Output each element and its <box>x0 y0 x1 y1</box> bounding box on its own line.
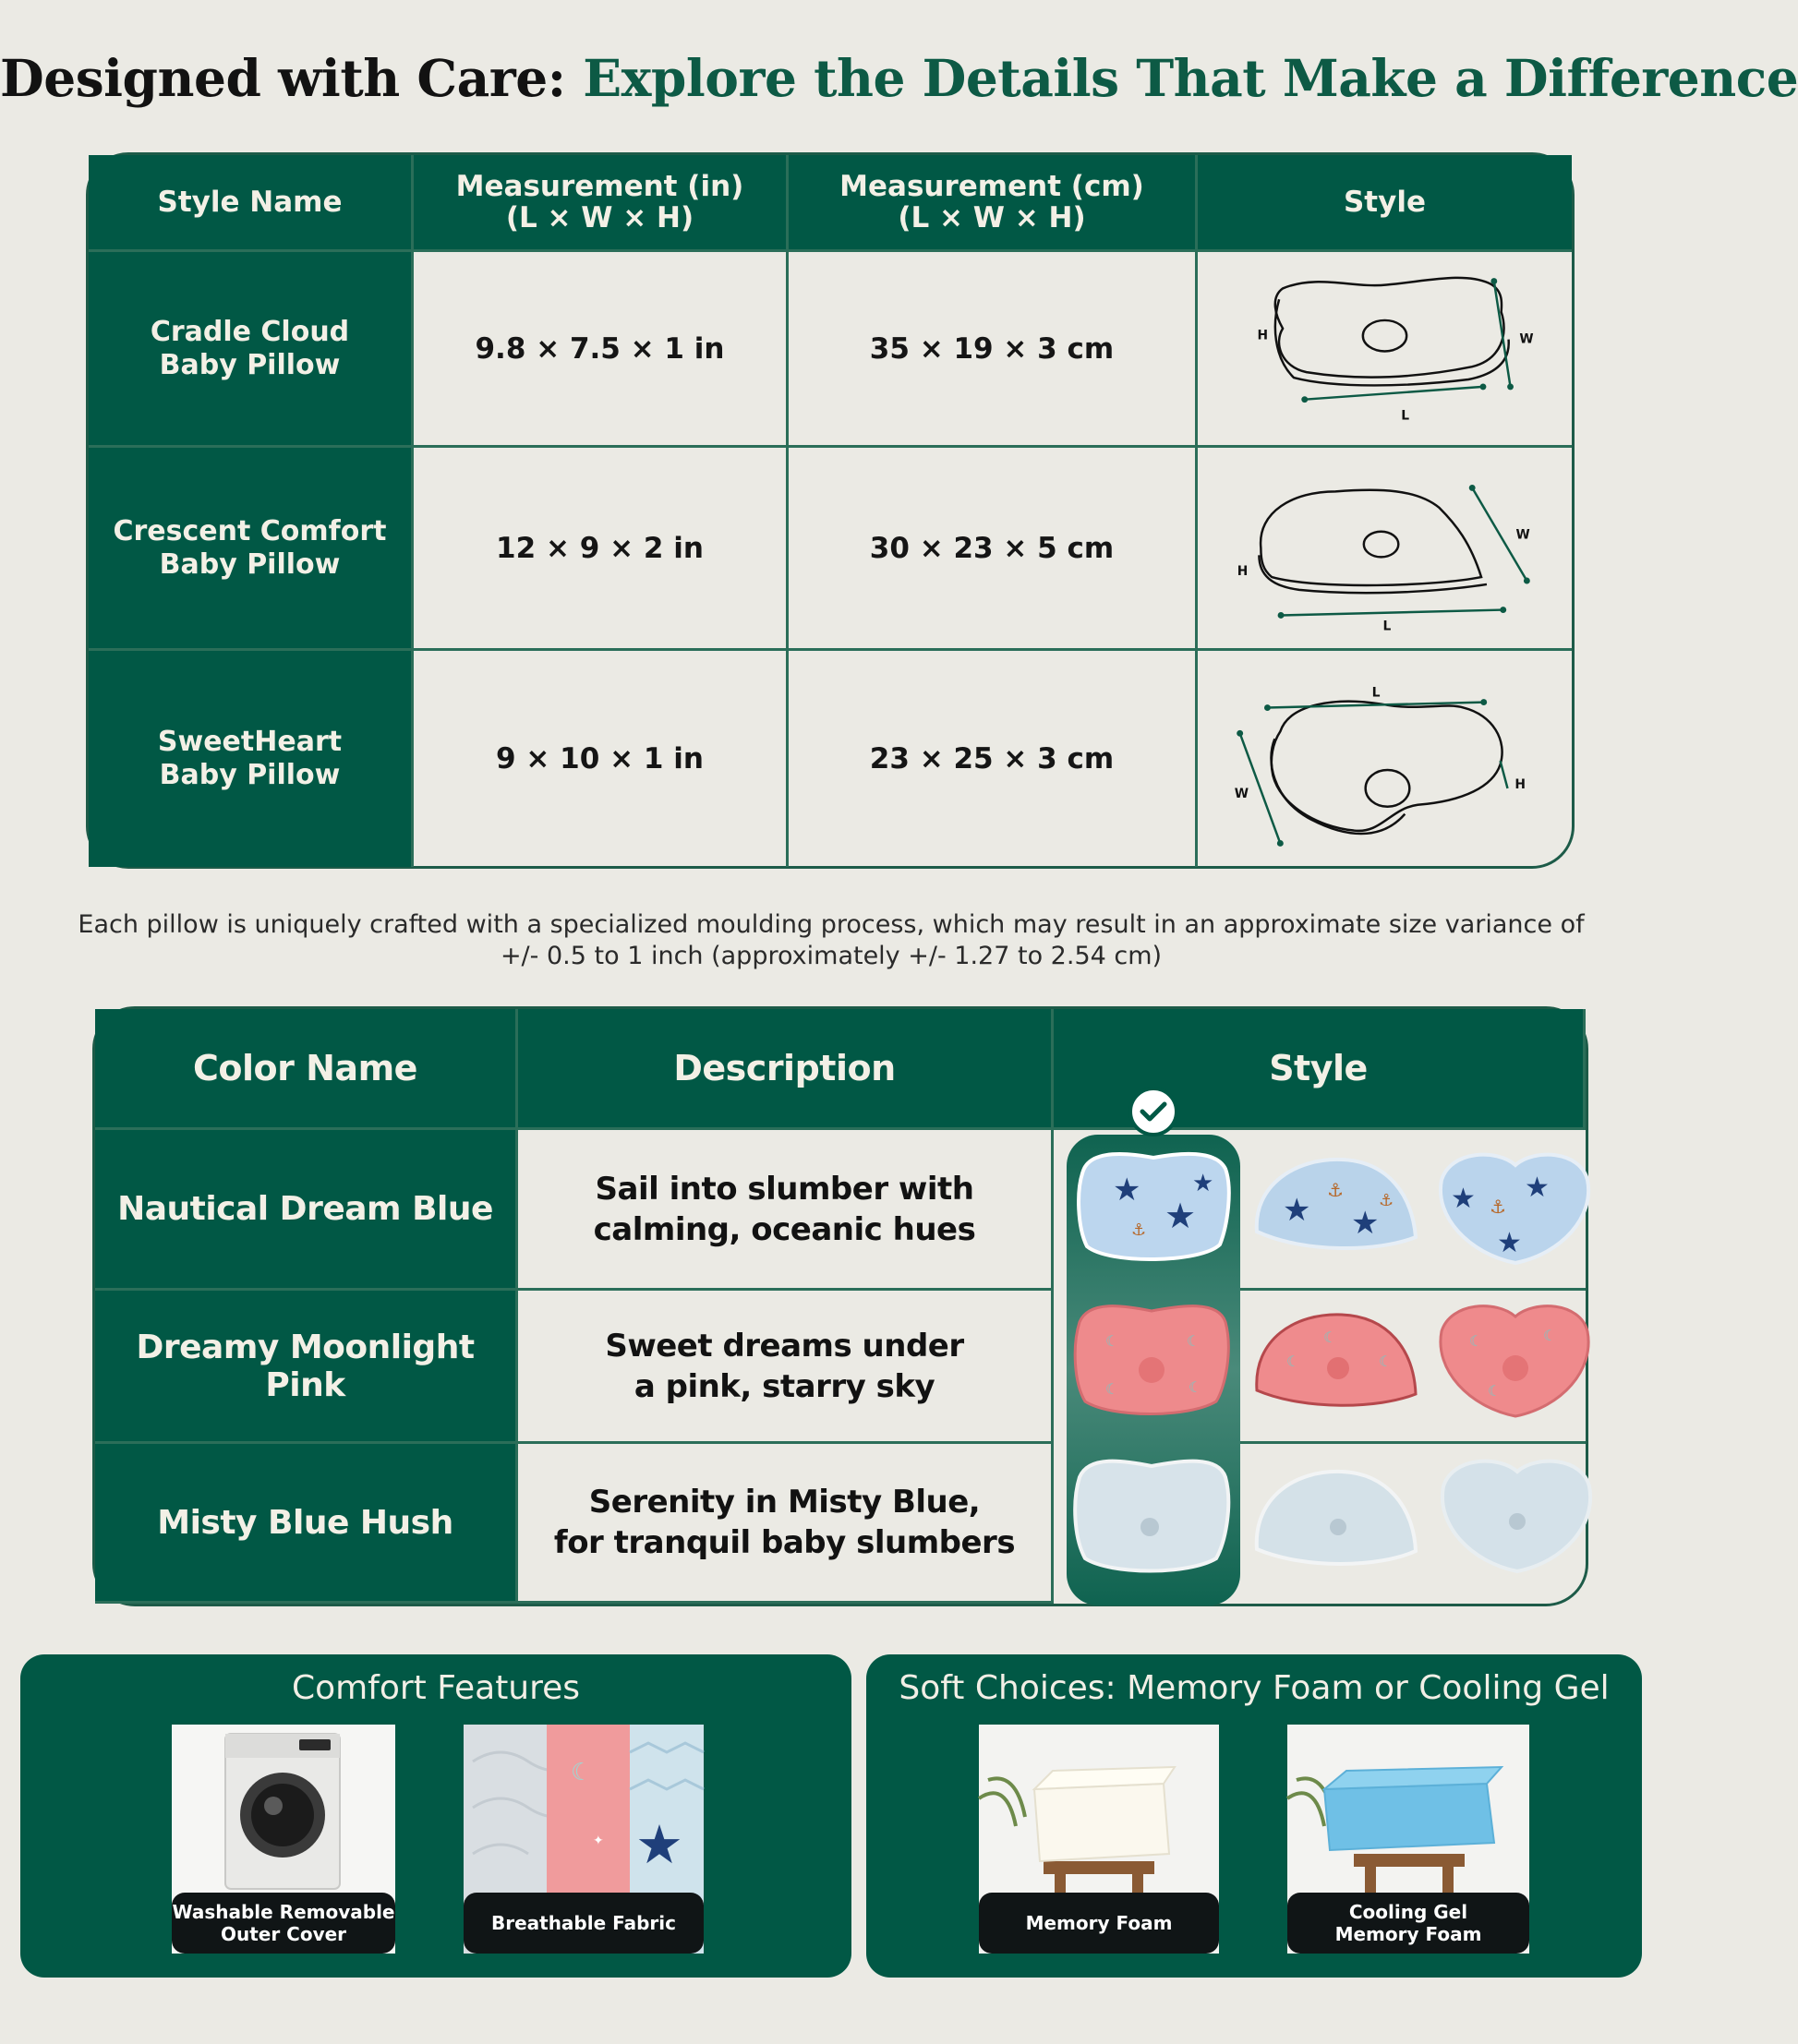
svg-text:⚓: ⚓ <box>1131 1220 1147 1240</box>
svg-text:☾: ☾ <box>1187 1332 1201 1350</box>
dim-label-l: L <box>1382 619 1392 634</box>
washable-cover-label <box>172 1893 395 1954</box>
svg-text:☾: ☾ <box>1105 1332 1119 1350</box>
cradle-cloud-diagram <box>1198 252 1572 448</box>
svg-text:☾: ☾ <box>1379 1353 1393 1370</box>
crescent-comfort-diagram <box>1198 448 1572 651</box>
header-in-line2: (L × W × H) <box>505 201 694 234</box>
svg-text:✦: ✦ <box>593 1834 604 1848</box>
breathable-fabric-card <box>464 1725 704 1954</box>
description-line1: Sweet dreams under <box>605 1327 964 1365</box>
svg-text:⚓: ⚓ <box>1379 1191 1394 1210</box>
svg-text:⚓: ⚓ <box>1490 1196 1506 1218</box>
svg-text:★: ★ <box>1164 1196 1197 1236</box>
style-name-crescent-comfort <box>89 448 414 651</box>
svg-text:☾: ☾ <box>1286 1353 1300 1370</box>
header-cm-line1: Measurement (cm) <box>839 170 1144 203</box>
description-line2: a pink, starry sky <box>634 1367 935 1405</box>
dim-label-w: W <box>1515 527 1530 543</box>
color-description <box>518 1130 1054 1291</box>
pillow-swatch-pink-crescent[interactable] <box>1249 1302 1421 1422</box>
dim-label-w: W <box>1234 786 1249 801</box>
card-label-line1: Breathable Fabric <box>490 1912 677 1934</box>
pillow-swatch-blue-crescent[interactable] <box>1249 1148 1421 1268</box>
header-cm-line2: (L × W × H) <box>898 201 1086 234</box>
description-line2: calming, oceanic hues <box>593 1210 976 1248</box>
card-label-line2: Memory Foam <box>1334 1923 1482 1945</box>
title-part-1: Designed with Care: <box>0 48 566 108</box>
size-variance-note <box>0 909 1662 972</box>
card-label-line1: Washable Removable <box>172 1901 395 1923</box>
svg-text:★: ★ <box>1192 1170 1214 1197</box>
color-name-dreamy-moonlight-pink: Dreamy Moonlight Pink <box>95 1291 518 1444</box>
card-label-line1: Cooling Gel <box>1348 1901 1468 1923</box>
svg-text:☾: ☾ <box>1488 1382 1502 1400</box>
dim-label-l: L <box>1401 408 1410 424</box>
cooling-gel-label <box>1287 1893 1529 1954</box>
header-style: Style <box>1198 155 1572 252</box>
header-style: Style <box>1054 1009 1586 1130</box>
description-line1: Serenity in Misty Blue, <box>588 1484 981 1521</box>
header-style-name: Style Name <box>89 155 414 252</box>
dim-label-l: L <box>1371 685 1381 701</box>
pillow-swatch-pink-sweetheart[interactable] <box>1432 1294 1595 1424</box>
dim-label-h: H <box>1237 564 1249 580</box>
style-name-cradle-cloud <box>89 252 414 448</box>
style-name-line2: Baby Pillow <box>159 759 341 792</box>
measurement-in-cell: 12 × 9 × 2 in <box>414 448 789 651</box>
description-line1: Sail into slumber with <box>595 1170 974 1208</box>
svg-text:☾: ☾ <box>1543 1327 1557 1344</box>
measurement-in-cell: 9 × 10 × 1 in <box>414 651 789 867</box>
measurement-cm-cell: 35 × 19 × 3 cm <box>789 252 1198 448</box>
memory-foam-label <box>979 1893 1219 1954</box>
header-in-line1: Measurement (in) <box>455 170 744 203</box>
pillow-swatch-grid <box>1054 1130 1586 1604</box>
style-name-line1: Crescent Comfort <box>113 514 387 547</box>
page-title <box>0 48 1798 108</box>
pillow-swatch-misty-cradle[interactable] <box>1068 1449 1235 1581</box>
title-part-2: Explore the Details That Make a Difference <box>583 48 1798 108</box>
svg-text:☾: ☾ <box>1469 1332 1483 1350</box>
svg-text:★: ★ <box>1351 1205 1380 1242</box>
pillow-swatch-pink-cradle[interactable] <box>1068 1294 1235 1424</box>
svg-text:★: ★ <box>1497 1227 1522 1259</box>
color-name-nautical-dream-blue: Nautical Dream Blue <box>95 1130 518 1291</box>
svg-text:★: ★ <box>1283 1192 1311 1229</box>
measurement-cm-cell: 30 × 23 × 5 cm <box>789 448 1198 651</box>
dim-label-h: H <box>1514 776 1526 792</box>
card-label-line1: Memory Foam <box>1025 1912 1173 1934</box>
svg-text:☾: ☾ <box>1189 1378 1202 1396</box>
selected-check-icon <box>1128 1087 1178 1136</box>
svg-text:☾: ☾ <box>571 1759 593 1786</box>
style-name-line2: Baby Pillow <box>159 547 341 581</box>
header-measurement-cm <box>789 155 1198 252</box>
size-table <box>86 152 1575 869</box>
svg-text:★: ★ <box>635 1813 683 1876</box>
washable-cover-card <box>172 1725 395 1954</box>
cooling-gel-card <box>1287 1725 1529 1954</box>
color-name-misty-blue-hush: Misty Blue Hush <box>95 1444 518 1604</box>
header-measurement-in <box>414 155 789 252</box>
color-description <box>518 1444 1054 1604</box>
description-line2: for tranquil baby slumbers <box>553 1524 1016 1561</box>
svg-text:☾: ☾ <box>1323 1329 1337 1346</box>
comfort-features-panel <box>20 1654 851 1978</box>
svg-text:☾: ☾ <box>1105 1380 1119 1398</box>
pillow-swatch-blue-cradle[interactable] <box>1072 1143 1235 1272</box>
dim-label-w: W <box>1519 331 1534 347</box>
dim-label-h: H <box>1257 328 1269 343</box>
comfort-features-title: Comfort Features <box>291 1669 581 1707</box>
soft-choices-panel <box>866 1654 1642 1978</box>
soft-choices-title: Soft Choices: Memory Foam or Cooling Gel <box>899 1669 1610 1707</box>
note-line-1: Each pillow is uniquely crafted with a specialized moulding process, which may result in an approximate size variance of <box>78 910 1585 939</box>
style-name-line1: SweetHeart <box>157 726 343 759</box>
style-name-line1: Cradle Cloud <box>150 315 350 348</box>
card-label-line2: Outer Cover <box>220 1923 347 1945</box>
measurement-cm-cell: 23 × 25 × 3 cm <box>789 651 1198 867</box>
header-color-name: Color Name <box>95 1009 518 1130</box>
sweetheart-diagram <box>1198 651 1572 867</box>
memory-foam-card <box>979 1725 1219 1954</box>
header-description: Description <box>518 1009 1054 1130</box>
svg-text:⚓: ⚓ <box>1327 1179 1344 1201</box>
svg-text:★: ★ <box>1451 1183 1476 1215</box>
svg-text:★: ★ <box>1525 1172 1550 1204</box>
color-description <box>518 1291 1054 1444</box>
pillow-swatch-misty-sweetheart[interactable] <box>1434 1449 1597 1579</box>
pillow-swatch-misty-crescent[interactable] <box>1249 1459 1421 1579</box>
measurement-in-cell: 9.8 × 7.5 × 1 in <box>414 252 789 448</box>
style-name-line2: Baby Pillow <box>159 348 341 381</box>
svg-text:★: ★ <box>1113 1172 1141 1208</box>
note-line-2: +/- 0.5 to 1 inch (approximately +/- 1.27 to 2.54 cm) <box>500 942 1163 970</box>
breathable-fabric-label <box>464 1893 704 1954</box>
style-name-sweetheart <box>89 651 414 867</box>
color-table <box>92 1006 1588 1606</box>
pillow-swatch-blue-sweetheart[interactable] <box>1432 1143 1595 1270</box>
